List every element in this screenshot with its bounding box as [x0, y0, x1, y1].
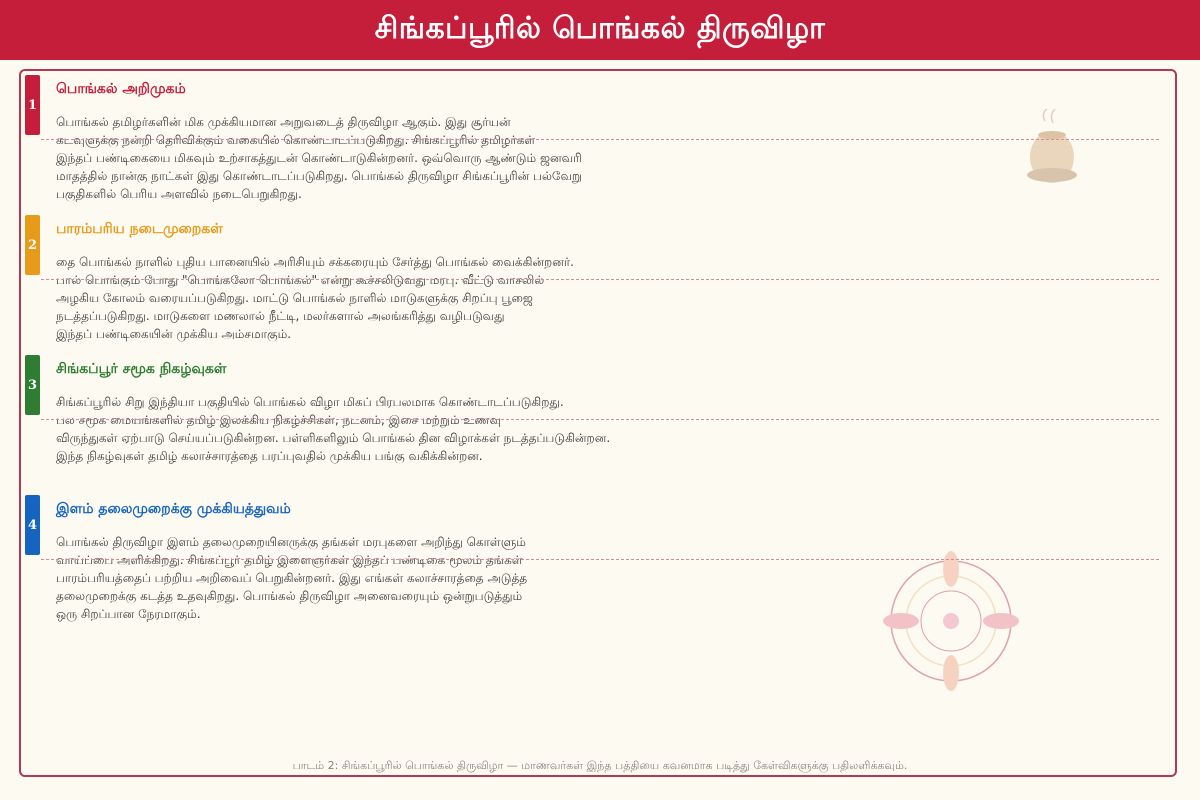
section-title: பாரம்பரிய நடைமுறைகள்	[56, 221, 223, 237]
body-line: விருந்துகள் ஏற்பாடு செய்யப்படுகின்றன. பள்ளிகளிலும் பொங்கல் தின விழாக்கள் நடத்தப்படுகின்றன.	[56, 431, 611, 445]
body-line: ஒரு சிறப்பான நேரமாகும்.	[56, 607, 201, 621]
section-body	[56, 253, 756, 343]
title-banner	[0, 0, 1200, 60]
body-line: வாய்ப்பை அளிக்கிறது. சிங்கப்பூர் தமிழ் இளைஞர்கள் இந்தப் பண்டிகை மூலம் தங்கள்	[56, 553, 523, 567]
section-title: சிங்கப்பூர் சமூக நிகழ்வுகள்	[56, 361, 227, 377]
body-line: பொங்கல் தமிழர்களின் மிக முக்கியமான அறுவடைத் திருவிழா ஆகும். இது சூர்யன்	[56, 115, 511, 129]
body-line: பாரம்பரியத்தைப் பற்றிய அறிவைப் பெறுகின்றனர். இது எங்கள் கலாச்சாரத்தை அடுத்த	[56, 571, 528, 585]
kolam-icon	[881, 551, 1021, 691]
body-line: கடவுளுக்கு நன்றி தெரிவிக்கும் வகையில் கொண்டாடப்படுகிறது. சிங்கப்பூரில் தமிழர்கள்	[56, 133, 536, 147]
section-body	[56, 533, 756, 623]
body-line: மாதத்தில் நான்கு நாட்கள் இது கொண்டாடப்படுகிறது. பொங்கல் திருவிழா சிங்கப்பூரின் பல்வேறு	[56, 169, 582, 183]
divider	[41, 279, 1159, 280]
body-line: இந்தப் பண்டிகையின் முக்கிய அம்சமாகும்.	[56, 327, 292, 341]
body-line: தலைமுறைக்கு கடத்த உதவுகிறது. பொங்கல் திருவிழா அனைவரையும் ஒன்றுபடுத்தும்	[56, 589, 523, 603]
section-number-badge: 2	[25, 215, 40, 275]
divider	[41, 139, 1159, 140]
section-body	[56, 113, 756, 203]
body-line: இந்த நிகழ்வுகள் தமிழ் கலாச்சாரத்தை பரப்புவதில் முக்கிய பங்கு வகிக்கின்றன.	[56, 449, 483, 463]
section-body	[56, 393, 756, 465]
section-number-badge: 4	[25, 495, 40, 555]
body-line: பல சமூக மையங்களில் தமிழ் இலக்கிய நிகழ்ச்சிகள், நடனம், இசை மற்றும் உணவு	[56, 413, 502, 427]
body-line: சிங்கப்பூரில் சிறு இந்தியா பகுதியில் பொங்கல் விழா மிகப் பிரபலமாக கொண்டாடப்படுகிறது.	[56, 395, 564, 409]
body-line: நடத்தப்படுகிறது. மாடுகளை மணலால் நீட்டி, மலர்களால் அலங்கரித்து வழிபடுவது	[56, 309, 505, 323]
body-line: தை பொங்கல் நாளில் புதிய பானையில் அரிசியும் சக்கரையும் சேர்த்து பொங்கல் வைக்கின்றனர்.	[56, 255, 574, 269]
section-title: பொங்கல் அறிமுகம்	[56, 81, 186, 97]
pongal-pot-icon	[1021, 109, 1081, 189]
body-line: பகுதிகளில் பெரிய அளவில் நடைபெறுகிறது.	[56, 187, 302, 201]
page-title: சிங்கப்பூரில் பொங்கல் திருவிழா	[374, 10, 826, 46]
body-line: அழகிய கோலம் வரையப்படுகிறது. மாட்டு பொங்கல் நாளில் மாடுகளுக்கு சிறப்பு பூஜை	[56, 291, 533, 305]
body-line: இந்தப் பண்டிகையை மிகவும் உற்சாகத்துடன் கொண்டாடுகின்றனர். ஒவ்வொரு ஆண்டும் ஜனவரி	[56, 151, 582, 165]
section-title: இளம் தலைமுறைக்கு முக்கியத்துவம்	[56, 501, 291, 517]
body-line: பொங்கல் திருவிழா இளம் தலைமுறையினருக்கு தங்கள் மரபுகளை அறிந்து கொள்ளும்	[56, 535, 526, 549]
footnote: பாடம் 2: சிங்கப்பூரில் பொங்கல் திருவிழா — மாணவர்கள் இந்த பத்தியை கவனமாக படித்து கேள்விகளுக்கு பதிலளிக்கவும்.	[292, 759, 908, 772]
section-number-badge: 1	[25, 75, 40, 135]
section-number-badge: 3	[25, 355, 40, 415]
content-card	[19, 69, 1177, 777]
divider	[41, 559, 1159, 560]
divider	[41, 419, 1159, 420]
body-line: பால் பொங்கும் போது "பொங்கலோ பொங்கல்" என்று கூச்சலிடுவது மரபு. வீட்டு வாசலில்	[56, 273, 545, 287]
